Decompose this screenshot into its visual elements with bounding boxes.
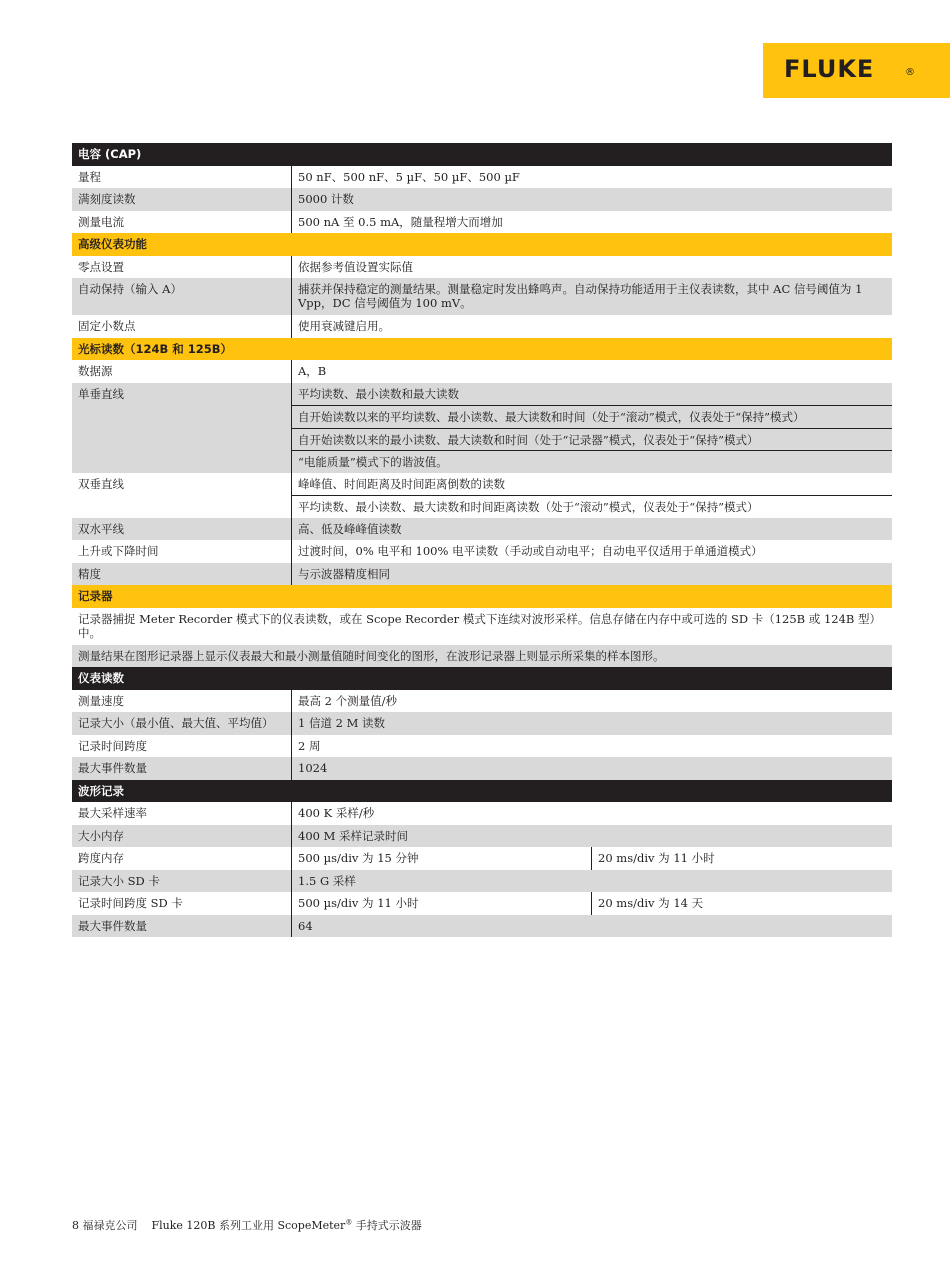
table-row-group [72, 473, 892, 518]
row-label: 最大事件数量 [72, 757, 292, 780]
registered-mark: ® [905, 67, 915, 78]
row-value: 1.5 G 采样 [298, 873, 356, 888]
table-row [72, 870, 892, 893]
row-value: 捕获并保持稳定的测量结果。测量稳定时发出蜂鸣声。自动保持功能适用于主仪表读数，其中 AC 信号阈值为 1 Vpp，DC 信号阈值为 100 mV。 [298, 282, 863, 310]
row-values [292, 473, 892, 518]
recorder-description: 测量结果在图形记录器上显示仪表最大和最小测量值随时间变化的图形，在波形记录器上则显示所采集的样本图形。 [72, 645, 892, 668]
table-row [72, 915, 892, 938]
row-label: 单垂直线 [72, 383, 292, 473]
row-label: 跨度内存 [72, 847, 292, 870]
recorder-description: 记录器捕捉 Meter Recorder 模式下的仪表读数，或在 Scope Recorder 模式下连续对波形采样。信息存储在内存中或可选的 SD 卡（125B 或 124B 型）中。 [72, 608, 892, 645]
table-row [72, 315, 892, 338]
row-value: 自开始读数以来的平均读数、最小读数、最大读数和时间（处于“滚动”模式，仪表处于“保持”模式） [292, 405, 892, 428]
row-value: 500 µs/div 为 11 小时 [292, 892, 592, 915]
table-row [72, 712, 892, 735]
row-values [292, 892, 892, 915]
footer-product: Fluke 120B 系列工业用 ScopeMeter [151, 1219, 346, 1232]
row-label: 记录大小（最小值、最大值、平均值） [72, 712, 292, 735]
row-value: 依据参考值设置实际值 [298, 259, 413, 274]
table-row [72, 802, 892, 825]
row-value: 5000 计数 [298, 192, 354, 206]
row-value: 20 ms/div 为 11 小时 [598, 851, 715, 865]
table-row [72, 278, 892, 315]
row-value: 400 M 采样记录时间 [298, 828, 409, 843]
table-row [72, 540, 892, 563]
row-label: 大小内存 [72, 825, 292, 848]
row-label: 上升或下降时间 [72, 540, 292, 563]
section-header-cursor: 光标读数（124B 和 125B） [72, 338, 892, 361]
row-value: 自开始读数以来的最小读数、最大读数和时间（处于“记录器”模式，仪表处于“保持”模式） [292, 428, 892, 451]
row-value: 20 ms/div 为 14 天 [598, 896, 704, 910]
row-value: 2 周 [298, 738, 321, 753]
row-value: 最高 2 个测量值/秒 [298, 693, 398, 708]
table-row [72, 518, 892, 541]
row-value: A，B [298, 364, 327, 378]
row-label: 最大事件数量 [72, 915, 292, 938]
row-value: 过渡时间，0% 电平和 100% 电平读数（手动或自动电平；自动电平仅适用于单通道模式） [298, 544, 763, 558]
row-label: 测量电流 [72, 211, 292, 234]
table-row [72, 166, 892, 189]
row-value: 平均读数、最小读数和最大读数 [292, 383, 892, 406]
row-values [292, 847, 892, 870]
section-header-advanced: 高级仪表功能 [72, 233, 892, 256]
row-label: 双垂直线 [72, 473, 292, 518]
spec-table [72, 143, 892, 937]
row-label: 量程 [72, 166, 292, 189]
row-label: 记录大小 SD 卡 [72, 870, 292, 893]
row-value: 64 [298, 918, 313, 933]
table-row [72, 892, 892, 915]
registered-mark: ® [345, 1218, 353, 1227]
row-label: 测量速度 [72, 690, 292, 713]
row-label: 自动保持（输入 A） [72, 278, 292, 315]
row-label: 数据源 [72, 360, 292, 383]
row-value: 1024 [298, 761, 328, 775]
row-label: 双水平线 [72, 518, 292, 541]
row-value: 1 信道 2 M 读数 [298, 716, 386, 730]
row-value: 400 K 采样/秒 [298, 806, 375, 820]
table-row [72, 825, 892, 848]
page-footer [72, 1217, 422, 1233]
row-value: 平均读数、最小读数、最大读数和时间距离读数（处于“滚动”模式，仪表处于“保持”模式） [292, 495, 892, 518]
row-value: 50 nF、500 nF、5 µF、50 µF、500 µF [298, 169, 520, 184]
table-row [72, 757, 892, 780]
table-row [72, 847, 892, 870]
row-label: 记录时间跨度 [72, 735, 292, 758]
row-label: 固定小数点 [72, 315, 292, 338]
table-row-group [72, 383, 892, 473]
row-label: 记录时间跨度 SD 卡 [72, 892, 292, 915]
row-label: 零点设置 [72, 256, 292, 279]
row-value: 500 µs/div 为 15 分钟 [292, 847, 592, 870]
table-row [72, 690, 892, 713]
footer-product-suffix: 手持式示波器 [352, 1219, 422, 1232]
row-value: 使用衰减键启用。 [298, 319, 390, 333]
row-value: 高、低及峰峰值读数 [298, 521, 402, 536]
row-value: 与示波器精度相同 [298, 566, 390, 581]
table-row [72, 188, 892, 211]
table-row [72, 211, 892, 234]
section-header-recorder: 记录器 [72, 585, 892, 608]
row-value: 500 nA 至 0.5 mA，随量程增大而增加 [298, 214, 503, 229]
page-number: 8 [72, 1219, 79, 1232]
row-value: 峰峰值、时间距离及时间距离倒数的读数 [292, 473, 892, 496]
row-label: 精度 [72, 563, 292, 586]
table-row [72, 256, 892, 279]
section-header-waveform: 波形记录 [72, 780, 892, 803]
logo-text: FLUKE [784, 55, 875, 83]
section-header-meter-reading: 仪表读数 [72, 667, 892, 690]
section-header-cap: 电容 (CAP) [72, 143, 892, 166]
table-row [72, 563, 892, 586]
row-values [292, 383, 892, 473]
row-label: 最大采样速率 [72, 802, 292, 825]
row-value: “电能质量”模式下的谐波值。 [292, 450, 892, 473]
row-label: 满刻度读数 [72, 188, 292, 211]
table-row [72, 360, 892, 383]
table-row [72, 735, 892, 758]
fluke-logo [763, 43, 950, 98]
footer-company: 福禄克公司 [82, 1219, 138, 1232]
